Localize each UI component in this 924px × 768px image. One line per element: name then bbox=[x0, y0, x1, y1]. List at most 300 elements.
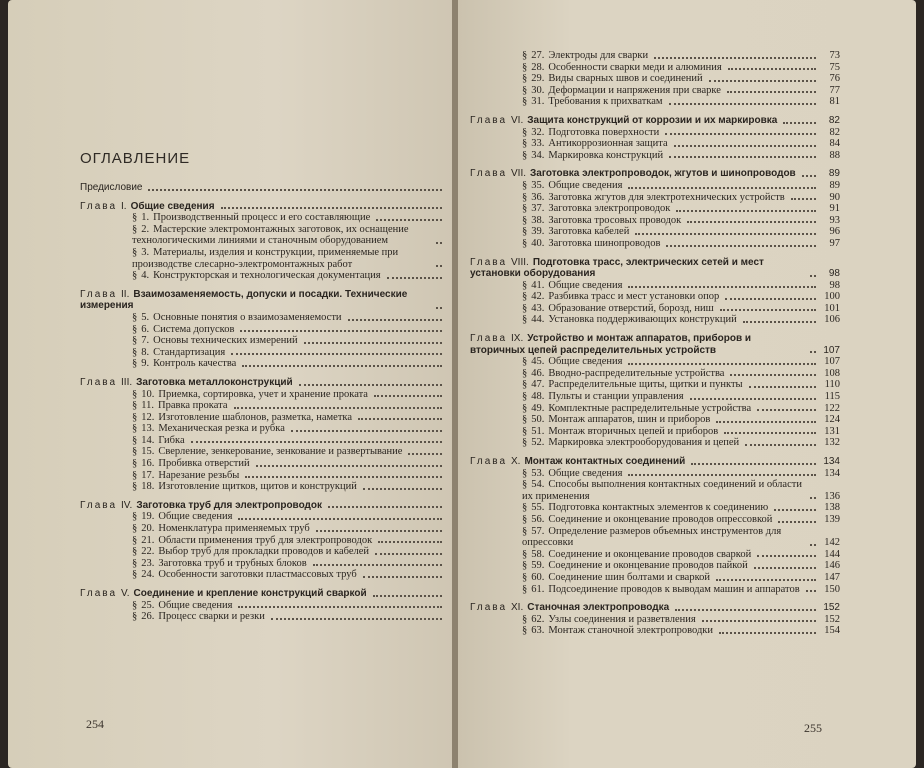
chapter-label: Глава bbox=[470, 256, 508, 268]
section-title: Установка поддерживающих конструкций bbox=[548, 314, 737, 326]
section-number: 25. bbox=[141, 599, 155, 611]
dot-leader bbox=[749, 386, 816, 388]
dot-leader bbox=[375, 553, 442, 555]
section-sign: § bbox=[132, 511, 138, 523]
section-sign: § bbox=[132, 599, 138, 611]
section-title: Соединение и оконцевание проводов сваркой bbox=[548, 548, 752, 560]
toc-section bbox=[470, 625, 840, 637]
section-sign: § bbox=[522, 73, 528, 85]
section-sign: § bbox=[522, 291, 528, 303]
section-number: 51. bbox=[531, 425, 545, 437]
dot-leader bbox=[304, 342, 442, 344]
section-number: 49. bbox=[531, 402, 545, 414]
section-sign: § bbox=[132, 534, 138, 546]
section-number: 41. bbox=[531, 279, 545, 291]
toc-section bbox=[470, 192, 840, 204]
section-sign: § bbox=[132, 223, 138, 235]
section-title: Виды сварных швов и соединений bbox=[548, 73, 703, 85]
chapter-title: Заготовка труб для электропроводок bbox=[136, 499, 323, 511]
page-ref: 90 bbox=[829, 191, 840, 203]
section-number: 45. bbox=[531, 356, 545, 368]
section-title: Производственный процесс и его составляющие bbox=[153, 212, 371, 224]
dot-leader bbox=[702, 620, 816, 622]
section-title: Гибка bbox=[158, 434, 185, 446]
section-title: Образование отверстий, борозд, ниш bbox=[548, 302, 714, 314]
chapter-title: Общие сведения bbox=[130, 200, 215, 212]
dot-leader bbox=[628, 286, 816, 288]
section-sign: § bbox=[522, 226, 528, 238]
section-sign: § bbox=[522, 613, 528, 625]
dot-leader bbox=[316, 530, 442, 532]
toc-section bbox=[80, 470, 466, 482]
section-number: 46. bbox=[531, 367, 545, 379]
toc-section bbox=[80, 446, 466, 458]
dot-leader bbox=[806, 590, 816, 592]
chapter-title: Станочная электропроводка bbox=[527, 602, 670, 614]
page-ref: 81 bbox=[829, 96, 840, 108]
toc-section bbox=[470, 280, 840, 292]
section-title: Система допусков bbox=[153, 323, 235, 335]
section-number: 14. bbox=[141, 434, 155, 446]
toc-section bbox=[80, 535, 466, 547]
section-title: Особенности заготовки пластмассовых труб bbox=[158, 569, 357, 581]
section-title: Узлы соединения и разветвления bbox=[548, 613, 696, 625]
dot-leader bbox=[271, 618, 442, 620]
chapter-label: Глава bbox=[470, 114, 508, 126]
toc-section bbox=[470, 314, 840, 326]
toc-section bbox=[470, 479, 840, 502]
dot-leader bbox=[757, 409, 816, 411]
section-title: Вводно-распределительные устройства bbox=[548, 367, 725, 379]
section-sign: § bbox=[132, 434, 138, 446]
dot-leader bbox=[240, 330, 442, 332]
page-ref: 107 bbox=[823, 344, 840, 356]
section-sign: § bbox=[132, 423, 138, 435]
section-number: 47. bbox=[531, 379, 545, 391]
toc-section bbox=[470, 138, 840, 150]
section-number: 50. bbox=[531, 414, 545, 426]
section-sign: § bbox=[132, 557, 138, 569]
page-ref: 82 bbox=[829, 126, 840, 138]
toc-section bbox=[80, 247, 466, 270]
toc-section bbox=[80, 423, 466, 435]
section-number: 42. bbox=[531, 291, 545, 303]
page-ref: 76 bbox=[829, 73, 840, 85]
section-sign: § bbox=[522, 548, 528, 560]
section-title: Общие сведения bbox=[548, 179, 623, 191]
dot-leader bbox=[745, 444, 816, 446]
page-ref: 106 bbox=[824, 314, 840, 326]
page-ref: 115 bbox=[824, 391, 840, 403]
dot-leader bbox=[387, 277, 442, 279]
toc-section bbox=[470, 127, 840, 139]
dot-leader bbox=[783, 122, 816, 124]
toc-section bbox=[470, 238, 840, 250]
section-sign: § bbox=[522, 402, 528, 414]
page-number-left: 254 bbox=[86, 717, 104, 731]
section-title: Монтаж аппаратов, шин и приборов bbox=[548, 414, 711, 426]
section-sign: § bbox=[522, 583, 528, 595]
section-number: 5. bbox=[141, 311, 150, 323]
section-sign: § bbox=[522, 513, 528, 525]
chapter-label: Глава bbox=[80, 200, 118, 212]
section-title: Изготовление шаблонов, разметка, наметка bbox=[158, 411, 353, 423]
dot-leader bbox=[635, 233, 816, 235]
chapter-label: Глава bbox=[470, 168, 508, 180]
page-ref: 136 bbox=[824, 490, 840, 502]
chapter-title: Устройство и монтаж аппаратов, приборов и вторичных цепей распределительных устройств bbox=[470, 333, 752, 356]
page-ref: 107 bbox=[824, 356, 840, 368]
dot-leader bbox=[148, 189, 442, 191]
section-number: 60. bbox=[531, 571, 545, 583]
toc-intro bbox=[80, 182, 466, 194]
section-number: 38. bbox=[531, 214, 545, 226]
section-number: 35. bbox=[531, 179, 545, 191]
toc-chapter bbox=[470, 456, 840, 468]
chapter-label: Глава bbox=[80, 499, 118, 511]
section-number: 54. bbox=[531, 479, 545, 491]
toc-section bbox=[470, 414, 840, 426]
toc-chapter bbox=[470, 168, 840, 180]
chapter-number: III. bbox=[121, 376, 133, 388]
section-sign: § bbox=[522, 214, 528, 226]
section-number: 61. bbox=[531, 583, 545, 595]
dot-leader bbox=[256, 465, 442, 467]
chapter-title: Заготовка металлоконструкций bbox=[136, 376, 293, 388]
toc-section bbox=[470, 96, 840, 108]
chapter-number: I. bbox=[121, 200, 127, 212]
section-number: 28. bbox=[531, 61, 545, 73]
toc-chapter bbox=[80, 377, 466, 389]
section-number: 21. bbox=[141, 534, 155, 546]
section-title: Приемка, сортировка, учет и хранение проката bbox=[158, 388, 368, 400]
left-page bbox=[8, 0, 454, 768]
section-sign: § bbox=[522, 391, 528, 403]
section-title: Номенклатура применяемых труб bbox=[158, 523, 310, 535]
dot-leader bbox=[719, 632, 816, 634]
section-number: 16. bbox=[141, 458, 155, 470]
toc-chapter bbox=[470, 333, 840, 356]
section-title: Монтаж вторичных цепей и приборов bbox=[548, 425, 719, 437]
section-sign: § bbox=[522, 467, 528, 479]
section-number: 57. bbox=[531, 525, 545, 537]
dot-leader bbox=[802, 175, 816, 177]
dot-leader bbox=[810, 351, 816, 353]
dot-leader bbox=[328, 506, 442, 508]
section-number: 43. bbox=[531, 302, 545, 314]
page-ref: 73 bbox=[829, 50, 840, 61]
toc-section bbox=[470, 468, 840, 480]
dot-leader bbox=[743, 321, 816, 323]
toc-section bbox=[80, 358, 466, 370]
toc-section bbox=[470, 514, 840, 526]
dot-leader bbox=[363, 576, 442, 578]
page-ref: 142 bbox=[824, 537, 840, 549]
dot-leader bbox=[378, 541, 442, 543]
dot-leader bbox=[675, 609, 816, 611]
section-number: 9. bbox=[141, 358, 150, 370]
section-sign: § bbox=[132, 400, 138, 412]
section-sign: § bbox=[132, 611, 138, 623]
toc-section bbox=[80, 511, 466, 523]
dot-leader bbox=[291, 430, 442, 432]
section-number: 23. bbox=[141, 557, 155, 569]
chapter-label: Глава bbox=[80, 376, 118, 388]
toc-chapter bbox=[470, 257, 840, 280]
toc-section bbox=[80, 212, 466, 224]
page-ref: 134 bbox=[823, 456, 840, 467]
chapter-number: VIII. bbox=[511, 256, 529, 268]
section-number: 36. bbox=[531, 191, 545, 203]
page-ref: 139 bbox=[824, 513, 840, 525]
dot-leader bbox=[376, 219, 442, 221]
section-sign: § bbox=[522, 191, 528, 203]
toc-section bbox=[470, 85, 840, 97]
toc-chapter bbox=[470, 602, 840, 614]
section-sign: § bbox=[522, 279, 528, 291]
toc-section bbox=[470, 572, 840, 584]
section-number: 32. bbox=[531, 126, 545, 138]
toc-section bbox=[470, 50, 840, 62]
dot-leader bbox=[238, 606, 442, 608]
section-title: Области применения труб для электропроводок bbox=[158, 534, 373, 546]
toc-section bbox=[470, 150, 840, 162]
section-title: Основные понятия о взаимозаменяемости bbox=[153, 311, 342, 323]
toc-section bbox=[80, 546, 466, 558]
section-title: Пульты и станции управления bbox=[548, 391, 684, 403]
section-title: Соединение и оконцевание проводов пайкой bbox=[548, 560, 748, 572]
toc-section bbox=[80, 335, 466, 347]
page-title: ОГЛАВЛЕНИЕ bbox=[80, 150, 191, 167]
section-title: Мастерские электромонтажных заготовок, их оснащение технологическими линиями и станочным оборудованием bbox=[132, 223, 409, 247]
toc-section bbox=[80, 481, 466, 493]
chapter-label: Глава bbox=[80, 588, 118, 599]
toc-section bbox=[80, 400, 466, 412]
section-sign: § bbox=[522, 625, 528, 637]
dot-leader bbox=[725, 298, 816, 300]
section-title: Заготовка кабелей bbox=[548, 226, 630, 238]
dot-leader bbox=[716, 579, 816, 581]
section-title: Деформации и напряжения при сварке bbox=[548, 84, 721, 96]
section-number: 62. bbox=[531, 613, 545, 625]
section-number: 18. bbox=[141, 481, 155, 493]
dot-leader bbox=[436, 265, 442, 267]
dot-leader bbox=[810, 275, 816, 277]
page-ref: 98 bbox=[829, 279, 840, 291]
dot-leader bbox=[730, 374, 816, 376]
section-number: 39. bbox=[531, 226, 545, 238]
section-sign: § bbox=[522, 50, 528, 61]
dot-leader bbox=[716, 421, 816, 423]
section-title: Стандартизация bbox=[153, 346, 226, 358]
dot-leader bbox=[691, 463, 816, 465]
section-sign: § bbox=[522, 425, 528, 437]
dot-leader bbox=[709, 80, 816, 82]
section-sign: § bbox=[522, 479, 528, 491]
section-title: Выбор труб для прокладки проводов и кабелей bbox=[158, 546, 370, 558]
section-sign: § bbox=[132, 270, 138, 282]
section-sign: § bbox=[522, 525, 528, 537]
chapter-title: Защита конструкций от коррозии и их маркировка bbox=[527, 114, 778, 126]
toc-section bbox=[470, 584, 840, 596]
dot-leader bbox=[628, 363, 816, 365]
page-ref: 147 bbox=[824, 571, 840, 583]
section-title: Правка проката bbox=[158, 400, 228, 412]
section-number: 44. bbox=[531, 314, 545, 326]
section-title: Конструкторская и технологическая документация bbox=[153, 270, 381, 282]
section-title: Соединение и оконцевание проводов опрессовкой bbox=[548, 513, 773, 525]
dot-leader bbox=[727, 91, 816, 93]
section-number: 19. bbox=[141, 511, 155, 523]
section-number: 40. bbox=[531, 237, 545, 249]
toc-section bbox=[80, 569, 466, 581]
section-title: Изготовление щитков, щитов и конструкций bbox=[158, 481, 357, 493]
section-sign: § bbox=[132, 481, 138, 493]
dot-leader bbox=[234, 407, 442, 409]
toc-section bbox=[470, 426, 840, 438]
chapter-label: Глава bbox=[470, 456, 508, 467]
section-title: Особенности сварки меди и алюминия bbox=[548, 61, 722, 73]
toc-section bbox=[80, 412, 466, 424]
dot-leader bbox=[242, 365, 442, 367]
page-ref: 96 bbox=[829, 226, 840, 238]
chapter-number: II. bbox=[121, 288, 130, 300]
section-sign: § bbox=[132, 446, 138, 458]
toc-chapter bbox=[80, 289, 466, 312]
section-title: Антикоррозионная защита bbox=[548, 138, 668, 150]
toc-section bbox=[470, 226, 840, 238]
toc-section bbox=[80, 558, 466, 570]
section-sign: § bbox=[132, 546, 138, 558]
dot-leader bbox=[654, 57, 816, 59]
toc-section bbox=[470, 73, 840, 85]
section-number: 63. bbox=[531, 625, 545, 637]
page-ref: 152 bbox=[824, 613, 840, 625]
section-title: Пробивка отверстий bbox=[158, 458, 250, 470]
toc-section bbox=[80, 435, 466, 447]
page-ref: 100 bbox=[824, 291, 840, 303]
page-ref: 88 bbox=[829, 149, 840, 161]
toc-section bbox=[80, 611, 466, 623]
toc-section bbox=[470, 403, 840, 415]
section-number: 13. bbox=[141, 423, 155, 435]
page-number-right: 255 bbox=[804, 721, 822, 735]
section-title: Соединение шин болтами и сваркой bbox=[548, 571, 711, 583]
section-number: 53. bbox=[531, 467, 545, 479]
section-title: Заготовка тросовых проводок bbox=[548, 214, 682, 226]
page-ref: 98 bbox=[828, 268, 840, 280]
dot-leader bbox=[245, 476, 442, 478]
section-sign: § bbox=[522, 314, 528, 326]
dot-leader bbox=[810, 497, 816, 499]
page-ref: 77 bbox=[829, 84, 840, 96]
toc-section bbox=[470, 502, 840, 514]
section-number: 29. bbox=[531, 73, 545, 85]
right-page bbox=[458, 0, 916, 768]
section-sign: § bbox=[132, 458, 138, 470]
section-title: Материалы, изделия и конструкции, применяемые при производстве слесарно-электромонтажных работ bbox=[132, 246, 399, 270]
section-sign: § bbox=[132, 311, 138, 323]
section-title: Общие сведения bbox=[158, 599, 233, 611]
page-ref: 124 bbox=[824, 414, 840, 426]
dot-leader bbox=[238, 518, 442, 520]
dot-leader bbox=[221, 207, 442, 209]
section-title: Заготовка шинопроводов bbox=[548, 237, 661, 249]
page-ref: 75 bbox=[829, 61, 840, 73]
section-sign: § bbox=[132, 523, 138, 535]
section-number: 15. bbox=[141, 446, 155, 458]
toc-right bbox=[470, 50, 840, 637]
section-title: Общие сведения bbox=[158, 511, 233, 523]
chapter-title: Подготовка трасс, электрических сетей и мест установки оборудования bbox=[470, 256, 764, 280]
chapter-label: Глава bbox=[470, 333, 508, 345]
dot-leader bbox=[313, 564, 442, 566]
section-title: Общие сведения bbox=[548, 467, 623, 479]
section-number: 1. bbox=[141, 212, 150, 224]
page-ref: 89 bbox=[828, 168, 840, 180]
toc-section bbox=[470, 437, 840, 449]
toc-section bbox=[470, 614, 840, 626]
dot-leader bbox=[363, 488, 442, 490]
section-title: Механическая резка и рубка bbox=[158, 423, 285, 435]
section-sign: § bbox=[522, 571, 528, 583]
dot-leader bbox=[754, 567, 816, 569]
section-number: 8. bbox=[141, 346, 150, 358]
dot-leader bbox=[687, 221, 816, 223]
section-sign: § bbox=[522, 302, 528, 314]
dot-leader bbox=[628, 187, 816, 189]
chapter-title: Монтаж контактных соединений bbox=[524, 456, 686, 467]
page-ref: 138 bbox=[824, 502, 840, 514]
dot-leader bbox=[720, 309, 816, 311]
toc-section bbox=[80, 270, 466, 282]
page-ref: 146 bbox=[824, 560, 840, 572]
toc-section bbox=[470, 560, 840, 572]
section-sign: § bbox=[522, 356, 528, 368]
page-ref: 108 bbox=[824, 367, 840, 379]
toc-chapter bbox=[80, 588, 466, 600]
page-ref: 84 bbox=[829, 138, 840, 150]
section-sign: § bbox=[132, 358, 138, 370]
chapter-number: V. bbox=[121, 588, 130, 599]
section-sign: § bbox=[132, 569, 138, 581]
section-title: Заготовка труб и трубных блоков bbox=[158, 557, 307, 569]
section-sign: § bbox=[522, 138, 528, 150]
page-ref: 101 bbox=[824, 302, 840, 314]
section-number: 59. bbox=[531, 560, 545, 572]
dot-leader bbox=[690, 398, 816, 400]
section-title: Основы технических измерений bbox=[153, 335, 298, 347]
page-ref: 82 bbox=[828, 114, 840, 126]
toc-section bbox=[80, 458, 466, 470]
section-sign: § bbox=[522, 502, 528, 514]
section-number: 30. bbox=[531, 84, 545, 96]
section-sign: § bbox=[522, 96, 528, 108]
page-ref: 122 bbox=[824, 402, 840, 414]
toc-section bbox=[470, 291, 840, 303]
section-title: Подсоединение проводов к выводам машин и аппаратов bbox=[548, 583, 800, 595]
section-title: Подготовка контактных элементов к соединению bbox=[548, 502, 769, 514]
chapter-number: IV. bbox=[121, 499, 133, 511]
dot-leader bbox=[299, 384, 442, 386]
page-ref: 150 bbox=[824, 583, 840, 595]
dot-leader bbox=[669, 103, 816, 105]
dot-leader bbox=[665, 133, 816, 135]
section-sign: § bbox=[522, 437, 528, 449]
toc-section bbox=[80, 523, 466, 535]
chapter-number: VII. bbox=[511, 168, 527, 180]
section-number: 37. bbox=[531, 203, 545, 215]
